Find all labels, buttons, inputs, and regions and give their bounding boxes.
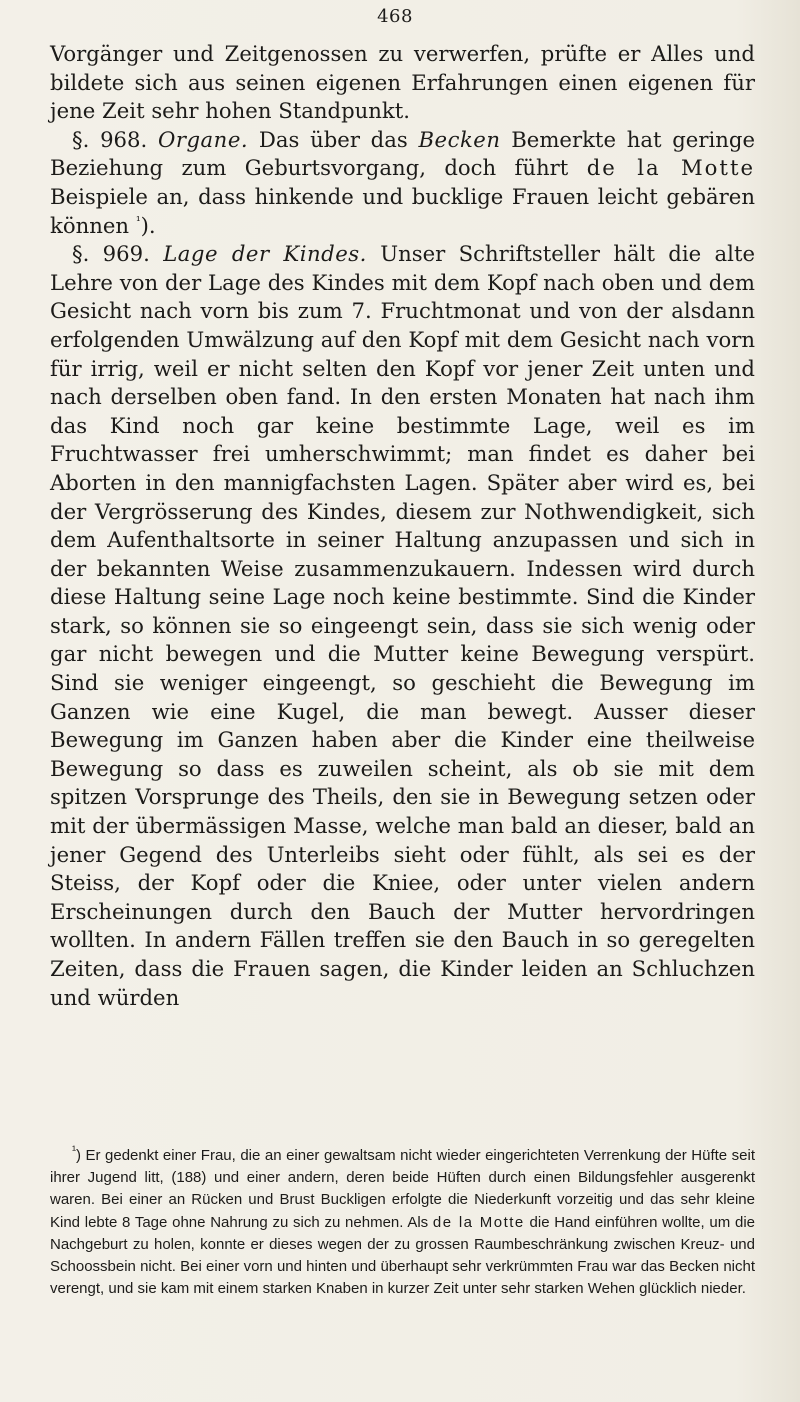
para-heading: Organe. [157,126,249,152]
para-text: Das über das [248,126,419,152]
footnote-text: die Hand einführen wollte, um die Nachgeburt zu holen, konnte er dieses wegen der zu grossen Raumbeschränkung zwischen Kreuz- und Schoossbein nicht. Bei einer vorn und hinten und überhaupt sehr verkrümmten Frau war das Becken nicht verengt, und sie kam mit einem starken Knaben in kurzer Zeit unter sehr starken Wehen glücklich nieder. [50,1213,756,1298]
footnote-footnote-marker: ¹ [72,1143,76,1157]
paragraph-section-969 [50,240,755,1012]
para-text: §. 968. [72,126,158,152]
paragraph-section-968 [50,126,755,240]
main-text [50,40,755,1012]
paragraph-continuation [50,40,755,126]
para-text: ). [140,212,156,238]
footnote-1 [50,1145,755,1300]
para-text: §. 969. [72,241,164,267]
para-text: Bemerkte hat geringe Beziehung zum Geburtsvorgang, doch führt [50,126,755,181]
footnotes [50,1145,755,1300]
para-text: Beispiele an, dass hinkende und bucklige Frauen leicht gebären können [50,183,755,238]
footnote-author-name: de la Motte [432,1213,525,1231]
para-author-name: de la Motte [586,155,755,181]
footnote-text: ) Er gedenkt einer Frau, die an einer gewaltsam nicht wieder eingerichteten Verrenkung der Hüfte seit ihrer Jugend litt, (188) und einer andern, deren beide Hüften durch einen Bildungsfehler ausgerenkt waren. Bei einer an Rücken und Brust Buckligen erfolgte die Niederkunft vorzeitig und das sehr kleine Kind lebte 8 Tage ohne Nahrung zu sich zu nehmen. Als [50,1147,755,1231]
para-text: Vorgänger und Zeitgenossen zu verwerfen, prüfte er Alles und bildete sich aus seinen eigenen Erfahrungen einen eigenen für jene Zeit sehr hohen Standpunkt. [50,41,755,124]
para-heading: Becken [418,126,501,152]
para-text: Unser Schriftsteller hält die alte Lehre von der Lage des Kindes mit dem Kopf nach oben und dem Gesicht nach vorn bis zum 7. Fruchtmonat und von der alsdann erfolgenden Umwälzung auf den Kopf mit dem Gesicht nach vorn für irrig, weil er nicht selten den Kopf vor jener Zeit unten und nach derselben oben fand. In den ersten Monaten hat nach ihm das Kind noch gar keine bestimmte Lage, weil es im Fruchtwasser frei umherschwimmt; man findet es daher bei Aborten in den mannigfachsten Lagen. Später aber wird es, bei der Vergrösserung des Kindes, diesem zur Nothwendigkeit, sich dem Aufenthaltsorte in seiner Haltung anzupassen und sich in der bekannten Weise zusammenzukauern. Indessen wird durch diese Haltung seine Lage noch keine bestimmte. Sind die Kinder stark, so können sie so eingeengt sein, dass sie sich wenig oder gar nicht bewegen und die Mutter keine Bewegung verspürt. Sind sie weniger eingeengt, so geschieht die Bewegung im Ganzen wie eine Kugel, die man bewegt. Ausser dieser Bewegung im Ganzen haben aber die Kinder eine theilweise Bewegung so dass es zuweilen scheint, als ob sie mit dem spitzen Vorsprunge des Theils, den sie in Bewegung setzen oder mit der übermässigen Masse, welche man bald an dieser, bald an jener Gegend des Unterleibs sieht oder fühlt, als sei es der Steiss, der Kopf oder die Kniee, oder unter vielen andern Erscheinungen durch den Bauch der Mutter hervordringen wollten. In andern Fällen treffen sie den Bauch in so geregelten Zeiten, dass die Frauen sagen, die Kinder leiden an Schluchzen und würden [50,241,755,1010]
page-number: 468 [377,6,413,27]
para-footnote-marker: ¹ [135,213,141,228]
para-heading: Lage der Kindes. [163,241,367,267]
